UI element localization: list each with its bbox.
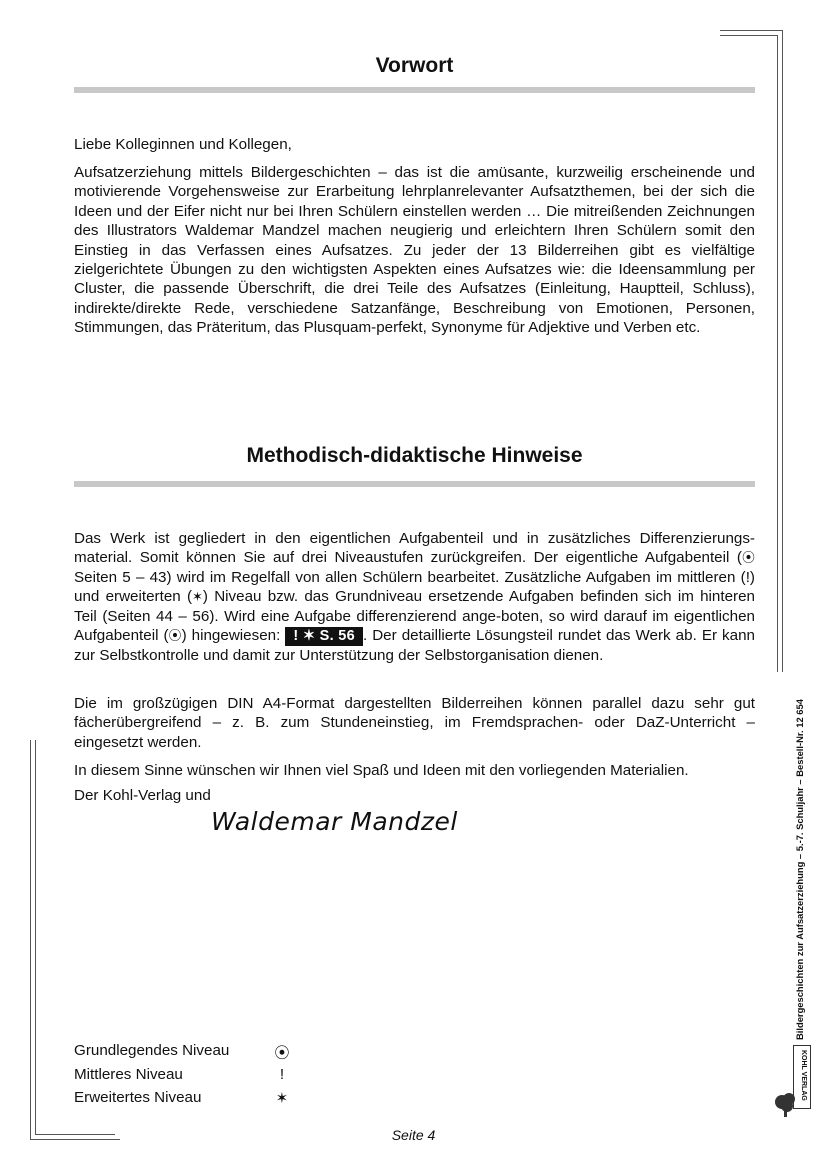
legend-label-middle: Mittleres Niveau bbox=[74, 1065, 183, 1083]
frame-right-vertical-inner bbox=[777, 35, 778, 672]
hinweise-paragraph-2: Die im großzügigen DIN A4-Format dargestellten Bilderreihen können parallel dazu sehr gut fächerübergreifend – z. B. zum Stundeneinstieg, im Fremdsprachen- oder DaZ-Unterricht – eingesetzt werden. bbox=[74, 695, 755, 751]
hinweise-p1-part-a: Das Werk ist gegliedert in den eigentlichen Aufgabenteil und in zusätzliches Differenzierungs-material. Somit können Sie auf drei Niveaustufen zurückgreifen. Der eigentliche Aufgabenteil ( bbox=[74, 530, 755, 567]
hinweise-p1-part-c: ) Niveau bzw. das Grundniveau ersetzende Aufgaben befinden sich im hinteren Teil (Seiten 44 – 56). Wird eine Aufgabe differenzierend ange-boten, so wird darauf im eigentlichen Aufgabenteil ( bbox=[74, 588, 755, 645]
vorwort-body: Aufsatzerziehung mittels Bildergeschichten – das ist die amüsante, kurzweilig erscheinende und motivierende Vorgehensweise zur Erarbeitung lehrplanrelevanter Aufsatzthemen, bei der sich die Ideen und der Eifer nicht nur bei Ihren Schülern einstellen werden … Die mitreißenden Zeichnungen des Illustrators Waldemar Mandzel machen neugierig und erleichtern Ihren Schülern somit den Einstieg in das Verfassen eines Aufsatzes. Zu jeder der 13 Bilderreihen gibt es vielfältige zielgerichtete Übungen zu den wichtigsten Aspekten eines Aufsatzes wie: die Ideensammlung per Cluster, die passende Überschrift, die drei Teile des Aufsatzes (Einleitung, Hauptteil, Schluss), indirekte/direkte Rede, verschiedene Satzanfänge, Beschreibung von Emotionen, Personen, Stimmungen, das Präteritum, das Plusquam-perfekt, Synonyme für Adjektive und Verben etc. bbox=[74, 164, 755, 337]
hinweise-title: Methodisch-didaktische Hinweise bbox=[246, 444, 583, 467]
legend-label-basic: Grundlegendes Niveau bbox=[74, 1042, 230, 1059]
hinweise-paragraph-4: Der Kohl-Verlag und bbox=[74, 787, 211, 804]
frame-top-right-horizontal bbox=[720, 30, 782, 31]
basic-level-legend-icon: ⦿ bbox=[274, 1045, 290, 1062]
legend-row-advanced bbox=[74, 1089, 334, 1113]
level-legend bbox=[74, 1042, 334, 1113]
middle-level-legend-icon: ! bbox=[279, 1065, 285, 1083]
sidebar-order-text: Bildergeschichten zur Aufsatzerziehung – 5.-7. Schuljahr – Bestell-Nr. 12 654 bbox=[794, 699, 805, 1040]
publisher-tree-icon bbox=[772, 1090, 800, 1118]
page-number: Seite 4 bbox=[391, 1127, 436, 1143]
hinweise-paragraph-1 bbox=[74, 529, 755, 665]
advanced-level-icon: ✶ bbox=[192, 589, 203, 605]
advanced-level-legend-icon: ✶ bbox=[275, 1090, 289, 1107]
reference-badge: ! ✶ S. 56 bbox=[285, 627, 363, 646]
hinweise-paragraph-3: In diesem Sinne wünschen wir Ihnen viel Spaß und Ideen mit den vorliegenden Materialien. bbox=[74, 762, 689, 779]
vorwort-title: Vorwort bbox=[375, 54, 454, 77]
hinweise-rule bbox=[74, 481, 755, 487]
frame-left-vertical bbox=[30, 740, 31, 1140]
hinweise-p1-part-b: Seiten 5 – 43) wird im Regelfall von allen Schülern bearbeitet. Zusätzliche Aufgaben im mittleren (!) und erweiterten ( bbox=[74, 568, 755, 606]
signature: Waldemar Mandzel bbox=[211, 807, 458, 836]
legend-label-advanced: Erweitertes Niveau bbox=[74, 1089, 202, 1106]
hinweise-p1-part-e: . Der detaillierte Lösungsteil rundet das Werk ab. Er kann zur Selbstkontrolle und damit zur Unterstützung der Selbstorganisation dienen. bbox=[74, 627, 755, 665]
hinweise-p1-part-d: ) hingewiesen: bbox=[181, 627, 286, 645]
basic-level-icon: ⦿ bbox=[741, 550, 755, 566]
publisher-logo-text: KOHL VERLAG bbox=[800, 1050, 807, 1101]
vorwort-rule bbox=[74, 87, 755, 93]
legend-row-basic bbox=[74, 1042, 334, 1066]
basic-level-icon-2: ⦿ bbox=[168, 628, 182, 644]
vorwort-greeting: Liebe Kolleginnen und Kollegen, bbox=[74, 136, 292, 153]
frame-top-right-horizontal-inner bbox=[720, 35, 777, 36]
frame-left-vertical-inner bbox=[35, 740, 36, 1135]
legend-row-middle bbox=[74, 1066, 334, 1090]
frame-right-vertical bbox=[782, 30, 783, 672]
